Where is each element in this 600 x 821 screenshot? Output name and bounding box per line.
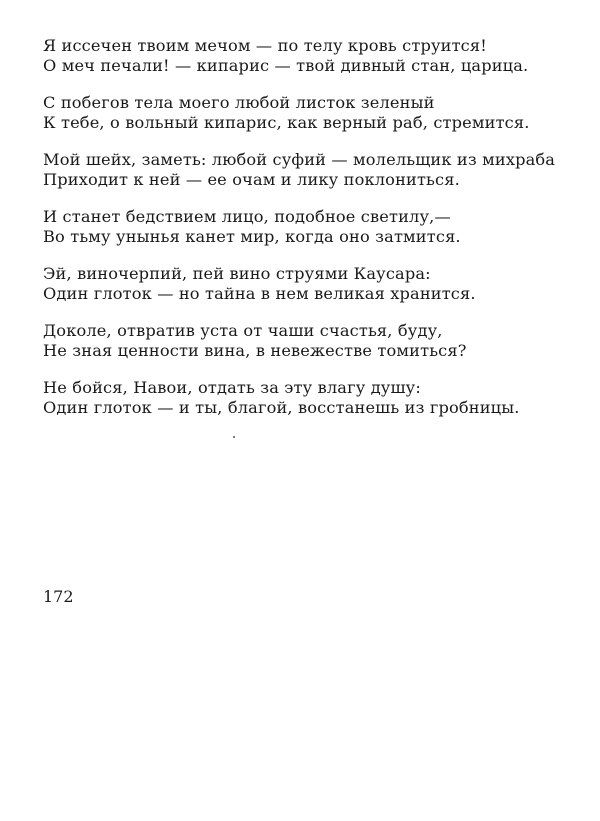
poem-line: С побегов тела моего любой листок зеленый: [43, 93, 435, 112]
page-number: 172: [43, 587, 74, 606]
stanza: [43, 150, 563, 190]
stanza: [43, 321, 563, 361]
poem-line: Доколе, отвратив уста от чаши счастья, буду,: [43, 321, 443, 340]
poem-line: Один глоток — но тайна в нем великая хранится.: [43, 284, 476, 303]
poem-line: К тебе, о вольный кипарис, как верный раб, стремится.: [43, 113, 530, 132]
poem-line: О меч печали! — кипарис — твой дивный стан, царица.: [43, 56, 529, 75]
poem-line: Во тьму унынья канет мир, когда оно затмится.: [43, 227, 461, 246]
poem-line: И станет бедствием лицо, подобное светилу,—: [43, 207, 451, 226]
stanza: [43, 264, 563, 304]
print-speck: [233, 436, 235, 438]
poem-line: Один глоток — и ты, благой, восстанешь из гробницы.: [43, 398, 520, 417]
poem-line: Мой шейх, заметь: любой суфий — молельщик из михраба: [43, 150, 556, 169]
poem-line: Я иссечен твоим мечом — по телу кровь струится!: [43, 36, 487, 55]
poem-line: Приходит к ней — ее очам и лику поклониться.: [43, 170, 460, 189]
stanza: [43, 378, 563, 418]
poem-line: Не бойся, Навои, отдать за эту влагу душу:: [43, 378, 421, 397]
poem-text: [43, 36, 563, 435]
poem-line: Эй, виночерпий, пей вино струями Каусара:: [43, 264, 431, 283]
stanza: [43, 207, 563, 247]
stanza: [43, 36, 563, 76]
stanza: [43, 93, 563, 133]
poem-line: Не зная ценности вина, в невежестве томиться?: [43, 341, 467, 360]
